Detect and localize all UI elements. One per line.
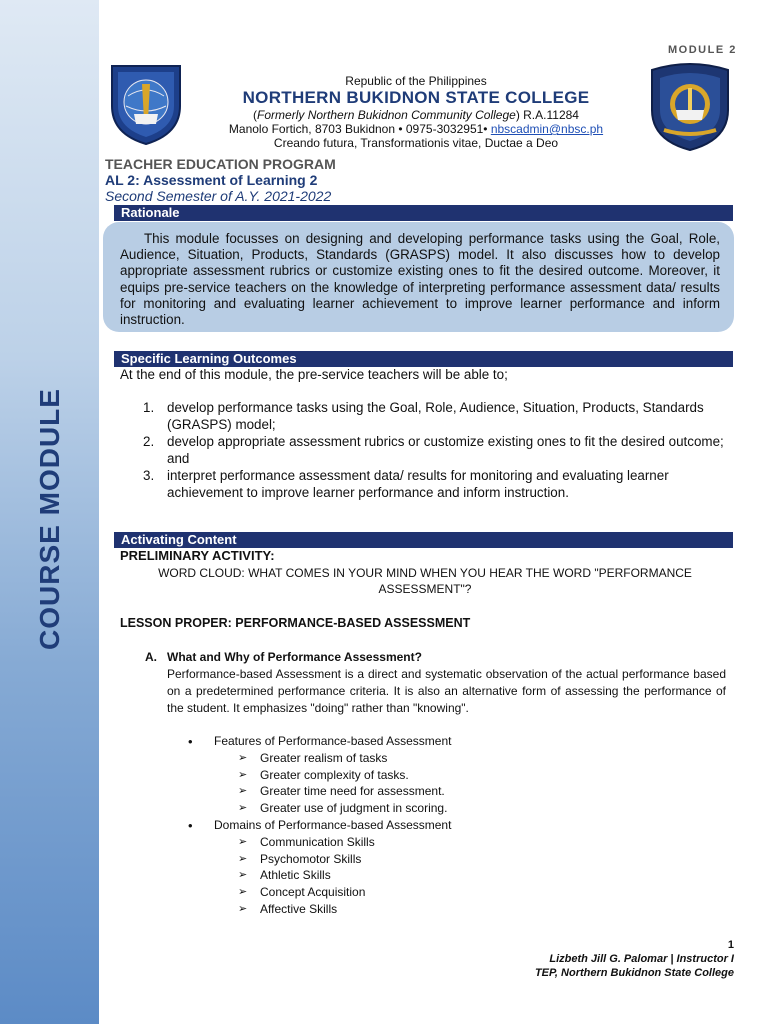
college-seal-logo <box>108 62 184 146</box>
footer-author: Lizbeth Jill G. Palomar | Instructor I <box>549 953 734 965</box>
list-item: ➢ Concept Acquisition <box>238 884 728 901</box>
rationale-text: This module focusses on designing and developing performance tasks using the Goal, Role, Audience, Situation, Products, Standards (GRASPS) model. It also discusses how to develop appropriate assessment rubrics or customize existing ones to fit the desired outcome. Moreover, it equips pre-service teachers on the knowledge of interpreting performance assessment data/ results for monitoring and evaluating learner achievement to improve learner performance and inform instruction. <box>120 231 720 328</box>
slo-intro: At the end of this module, the pre-service teachers will be able to; <box>120 367 508 382</box>
page-footer <box>535 938 734 980</box>
list-item: • Features of Performance-based Assessment ➢ Greater realism of tasks ➢ Greater complexity of tasks. ➢ Greater time need for assessment. ➢ Greater use of judgment in scoring. <box>188 733 728 817</box>
list-item: ➢ Greater realism of tasks <box>238 750 728 767</box>
section-a-title: A. What and Why of Performance Assessment? <box>145 650 422 664</box>
formerly-line: (Formerly Northern Bukidnon Community College) R.A.11284 <box>253 108 579 122</box>
list-item: 1. develop performance tasks using the Goal, Role, Audience, Situation, Products, Standards (GRASPS) model; <box>143 400 704 432</box>
rationale-box <box>103 222 734 332</box>
address-line: Manolo Fortich, 8703 Bukidnon • 0975-3032951• nbscadmin@nbsc.ph <box>228 122 604 136</box>
list-item: ➢ Greater complexity of tasks. <box>238 767 728 784</box>
course-title: AL 2: Assessment of Learning 2 <box>105 172 318 188</box>
domains-list <box>214 834 728 918</box>
list-item: ➢ Greater use of judgment in scoring. <box>238 800 728 817</box>
list-item: ➢ Communication Skills <box>238 834 728 851</box>
semester-line: Second Semester of A.Y. 2021-2022 <box>105 188 332 204</box>
email-link[interactable]: nbscadmin@nbsc.ph <box>490 122 604 136</box>
word-cloud-prompt: WORD CLOUD: WHAT COMES IN YOUR MIND WHEN YOU HEAR THE WORD "PERFORMANCE ASSESSMENT"? <box>158 566 692 596</box>
lesson-proper-title: LESSON PROPER: PERFORMANCE-BASED ASSESSMENT <box>120 616 471 630</box>
features-list <box>214 750 728 817</box>
preliminary-activity: PRELIMINARY ACTIVITY: <box>120 548 275 563</box>
rationale-heading: Rationale <box>114 205 733 221</box>
list-item: • Domains of Performance-based Assessment ➢ Communication Skills ➢ Psychomotor Skills ➢ Athletic Skills ➢ Concept Acquisition ➢ Affective Skills <box>188 817 728 918</box>
section-a-text: Performance-based Assessment is a direct and systematic observation of the actual performance based on a predetermined performance criteria. It is also an alternative form of assessing the performance of the student. It emphasizes "doing" rather than "knowing". <box>167 667 726 715</box>
list-item: ➢ Psychomotor Skills <box>238 851 728 868</box>
list-item: ➢ Athletic Skills <box>238 867 728 884</box>
college-badge-logo <box>646 60 734 152</box>
list-item: 3. interpret performance assessment data/ results for monitoring and evaluating learner achievement to improve learner performance and inform instruction. <box>143 468 669 500</box>
list-item: ➢ Affective Skills <box>238 901 728 918</box>
page-number: 1 <box>727 939 734 951</box>
slo-list <box>140 399 730 501</box>
footer-institution: TEP, Northern Bukidnon State College <box>534 967 734 979</box>
slo-heading: Specific Learning Outcomes <box>114 351 733 367</box>
activating-heading: Activating Content <box>114 532 733 548</box>
course-module-vertical-title: COURSE MODULE <box>34 388 65 650</box>
republic-line: Republic of the Philippines <box>345 74 487 88</box>
features-domains-list <box>188 733 728 917</box>
motto-line: Creando futura, Transformationis vitae, Ductae a Deo <box>273 136 559 150</box>
college-name: NORTHERN BUKIDNON STATE COLLEGE <box>242 88 590 107</box>
program-title: TEACHER EDUCATION PROGRAM <box>105 156 336 172</box>
college-header <box>200 74 632 150</box>
module-label: MODULE 2 <box>668 44 737 56</box>
list-item: ➢ Greater time need for assessment. <box>238 783 728 800</box>
list-item: 2. develop appropriate assessment rubrics or customize existing ones to fit the desired outcome; and <box>143 434 724 466</box>
